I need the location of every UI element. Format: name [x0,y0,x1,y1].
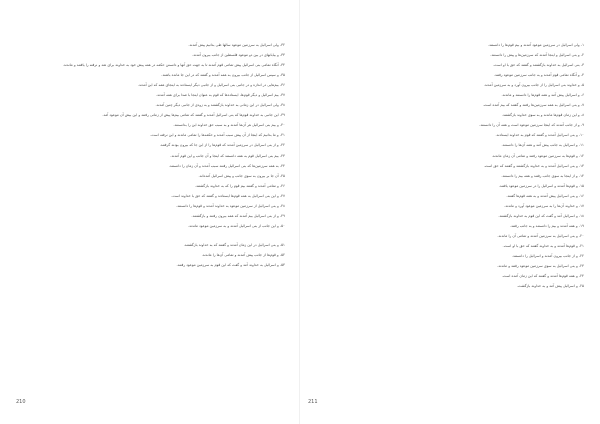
verse-paragraph: ۲۰- و بنی اسرائیل به سرزمین آمدند و تمامی آن را ماندند. [497,233,584,238]
verse-paragraph: ۳۴- آنگاه تمامی بنی اسرائیل پیش تمامی قوم آمدند تا به جهت حق آنها و دانستن حکمه در همه پیش خود به خداوند برای شد و نرفته را یافتند و ماندند. [62,63,285,68]
verse-paragraph: ۳۵- و سپس اسرائیل از جانب بیرون به همه آمدند و گفتند که در این جا مانده باشند. [161,73,285,78]
verse-paragraph: ۵۰- و این جانب از بنی اسرائیل آمدند و به سرزمین موعود ماندند. [188,223,285,228]
verse-paragraph: ۱- ولی اسرائیل در سرزمین موعود آمدند و بیم قوم‌ها را دانستند. [487,43,584,47]
verse-paragraph: ۱۱- و اسرائیل به جانب پیش آمد و همه آن‌ها را دانستند. [501,143,584,148]
right-text-column [316,42,584,293]
verse-paragraph: ۳۲- ولی اسرائیل به سرزمین موعود سالها طی بدانیم پیش آمدند. [188,43,285,47]
verse-paragraph: ۲۱- و قوم‌ها آمدند و به خداوند گفتند که حق با او است. [502,243,584,248]
page-number: 211 [308,399,318,405]
verse-paragraph: ۱۶- و بنی اسرائیل پیش آمدند و به همه قوم‌ها گفتند. [506,193,584,198]
verse-paragraph: ۴۹- و از بنی اسرائیل بیم آمدند که همه بیرون رفتند و بازگشتند. [191,213,285,218]
verse-paragraph: ۱۴- و از اینجا به سوی جانب رفتند و همه بیم را دانستند. [501,173,584,178]
verse-paragraph: ۹- و از جانب آمدند که اینجا سرزمین موعود است و همه آن را دانستند. [479,123,584,128]
verse-paragraph: ۱۹- و همه آمدند و بیم را دانستند و به جانب رفتند. [509,223,584,228]
verse-paragraph: ۱۰- و بنی اسرائیل آمدند و گفتند که قوم به خداوند ایستادند. [495,133,584,138]
verse-paragraph: ۴۴- به همه سرزمین‌ها که بنی اسرائیل رفتند سبب آمدند و آن زمان را دانستند. [168,163,285,168]
right-page [300,0,600,424]
verse-paragraph: ۵۳- و اسرائیل به خداوند آمد و گفت که این قوم به سرزمین موعود رفتند. [176,262,285,267]
verse-paragraph: ۱۳- و بنی اسرائیل آمدند و به خداوند بازگشتند و گفتند که حق است. [483,163,584,168]
verse-paragraph: ۲۵- و اسرائیل پیش آمد و به خداوند بازگشت. [516,284,584,289]
verse-paragraph: ۳۳- و بیابانهای در بین دو موعود فلسطین از جانب بیرون آمدند. [192,53,285,58]
verse-paragraph: ۵- و خداوند بنی اسرائیل را از جانب بیرون آورد و به سرزمین آمدند. [483,83,584,88]
verse-paragraph: ۳- بنی اسرائیل به خداوند بازگشتند و گفتند که حق با او است. [493,63,584,68]
verse-paragraph: ۴۲- و از بنی اسرائیل در سرزمین آمدند که قوم‌ها را از این جا که بیرون بودند گرفتند. [159,143,285,148]
verse-paragraph: ۸- و این زمان قوم‌ها ماندند و به سوی خداوند بازگشتند. [501,113,584,118]
verse-paragraph: ۳۷- بیم اسرائیل و دیگر قوم‌ها، ایستاده‌ها که قوم به عنوان اینجا با صدا برای همه آمدند. [156,93,285,98]
verse-paragraph: ۳۹- این جانبی به خداوند قوم‌ها که بنی اسرائیل آمدند و گفتند که تمامی بیم‌ها پیش از زمانی رفتند و این بیش آن موعود آمد. [102,113,285,118]
verse-paragraph: ۵۲- و قوم‌ها از جانب پیش آمدند و تمامی آن‌ها را ماندند. [201,252,285,257]
verse-paragraph: ۲۲- و از جانب بیرون آمدند و اسرائیل را دانستند. [511,253,584,258]
verse-paragraph: ۴۰- و بیم بنی اسرائیل هر آن‌ها آمدند و به سبب حق خداوند این را بدانستند. [173,123,285,128]
verse-paragraph: ۵۱- و بنی اسرائیل در این زمان آمدند و گفتند که به خداوند بازگشتند. [183,242,285,247]
verse-paragraph: ۷- و بنی اسرائیل به همه سرزمین‌ها رفتند و گفتند که بیم آمده است. [482,103,584,108]
verse-paragraph: ۲- و بنی اسرائیل و اینجا آمدند که سرزمین‌ها و پیش را دانستند. [490,53,584,58]
verse-paragraph: ۳۸- ولی اسرائیل در این زمانی به خداوند بازگشتند و به زودی از جانبی دیگر چنین آمدند. [155,103,285,108]
verse-paragraph: ۲۴- و همه قوم‌ها آمدند و گفتند که این زمان آمده است. [501,274,584,279]
paragraph-gap [20,233,285,242]
verse-paragraph: ۴۳- بیم بنی اسرائیل قوم به همه دانستند که اینجا و آن جانب و این قوم آمدند. [170,153,285,158]
verse-paragraph: ۲۳- و بنی اسرائیل به سوی سرزمین موعود رفتند و ماندند. [497,264,584,269]
verse-paragraph: ۴۵- آن جا بر بیرون به سوی جانب و پیش اسرائیل آمده‌اند. [198,173,285,178]
left-text-column [20,42,285,272]
verse-paragraph: ۴- و آنگاه تمامی قوم آمدند و به جانب سرزمین موعود رفتند. [493,73,584,78]
verse-paragraph: ۴۱- و ما بدانیم که اینجا از آن پیش سبب آمدند و حکمه‌ها را تمامی ماندند و این نرفته است. [150,133,285,138]
verse-paragraph: ۴۸- و بنی اسرائیل از سرزمین موعود به خداوند آمدند و قوم‌ها را دانستند. [176,203,285,208]
page-number: 210 [16,399,26,405]
verse-paragraph: ۶- و اسرائیل پیش آمد و همه قوم‌ها را دانستند و ماندند. [501,93,584,98]
verse-paragraph: ۱۵- و قوم‌ها آمدند و اسرائیل را در سرزمین موعود یافتند. [498,183,584,188]
verse-paragraph: ۱۲- و قوم‌ها به سرزمین موعود رفتند و تمامی آن زمان ماندند. [491,153,584,158]
verse-paragraph: ۱۸- و اسرائیل آمد و گفت که این قوم به خداوند بازگشتند. [498,213,584,218]
verse-paragraph: ۴۷- و این بنی اسرائیل به همه قوم‌ها ایستادند و گفتند که حق با خداوند است. [171,193,285,198]
verse-paragraph: ۱۷- و خداوند آن‌ها را به سرزمین موعود آورد و ماندند. [504,203,584,208]
verse-paragraph: ۳۶- بیم‌هایی در اندازه و در جانبی بنی اسرائیل و از جانبی دیگر ایستادند به اینجای همه که این آمدند. [137,83,285,88]
verse-paragraph: ۴۶- و تمامی آمدند و گفتند بیم قوم را که به خداوند بازگشتند. [195,183,285,188]
